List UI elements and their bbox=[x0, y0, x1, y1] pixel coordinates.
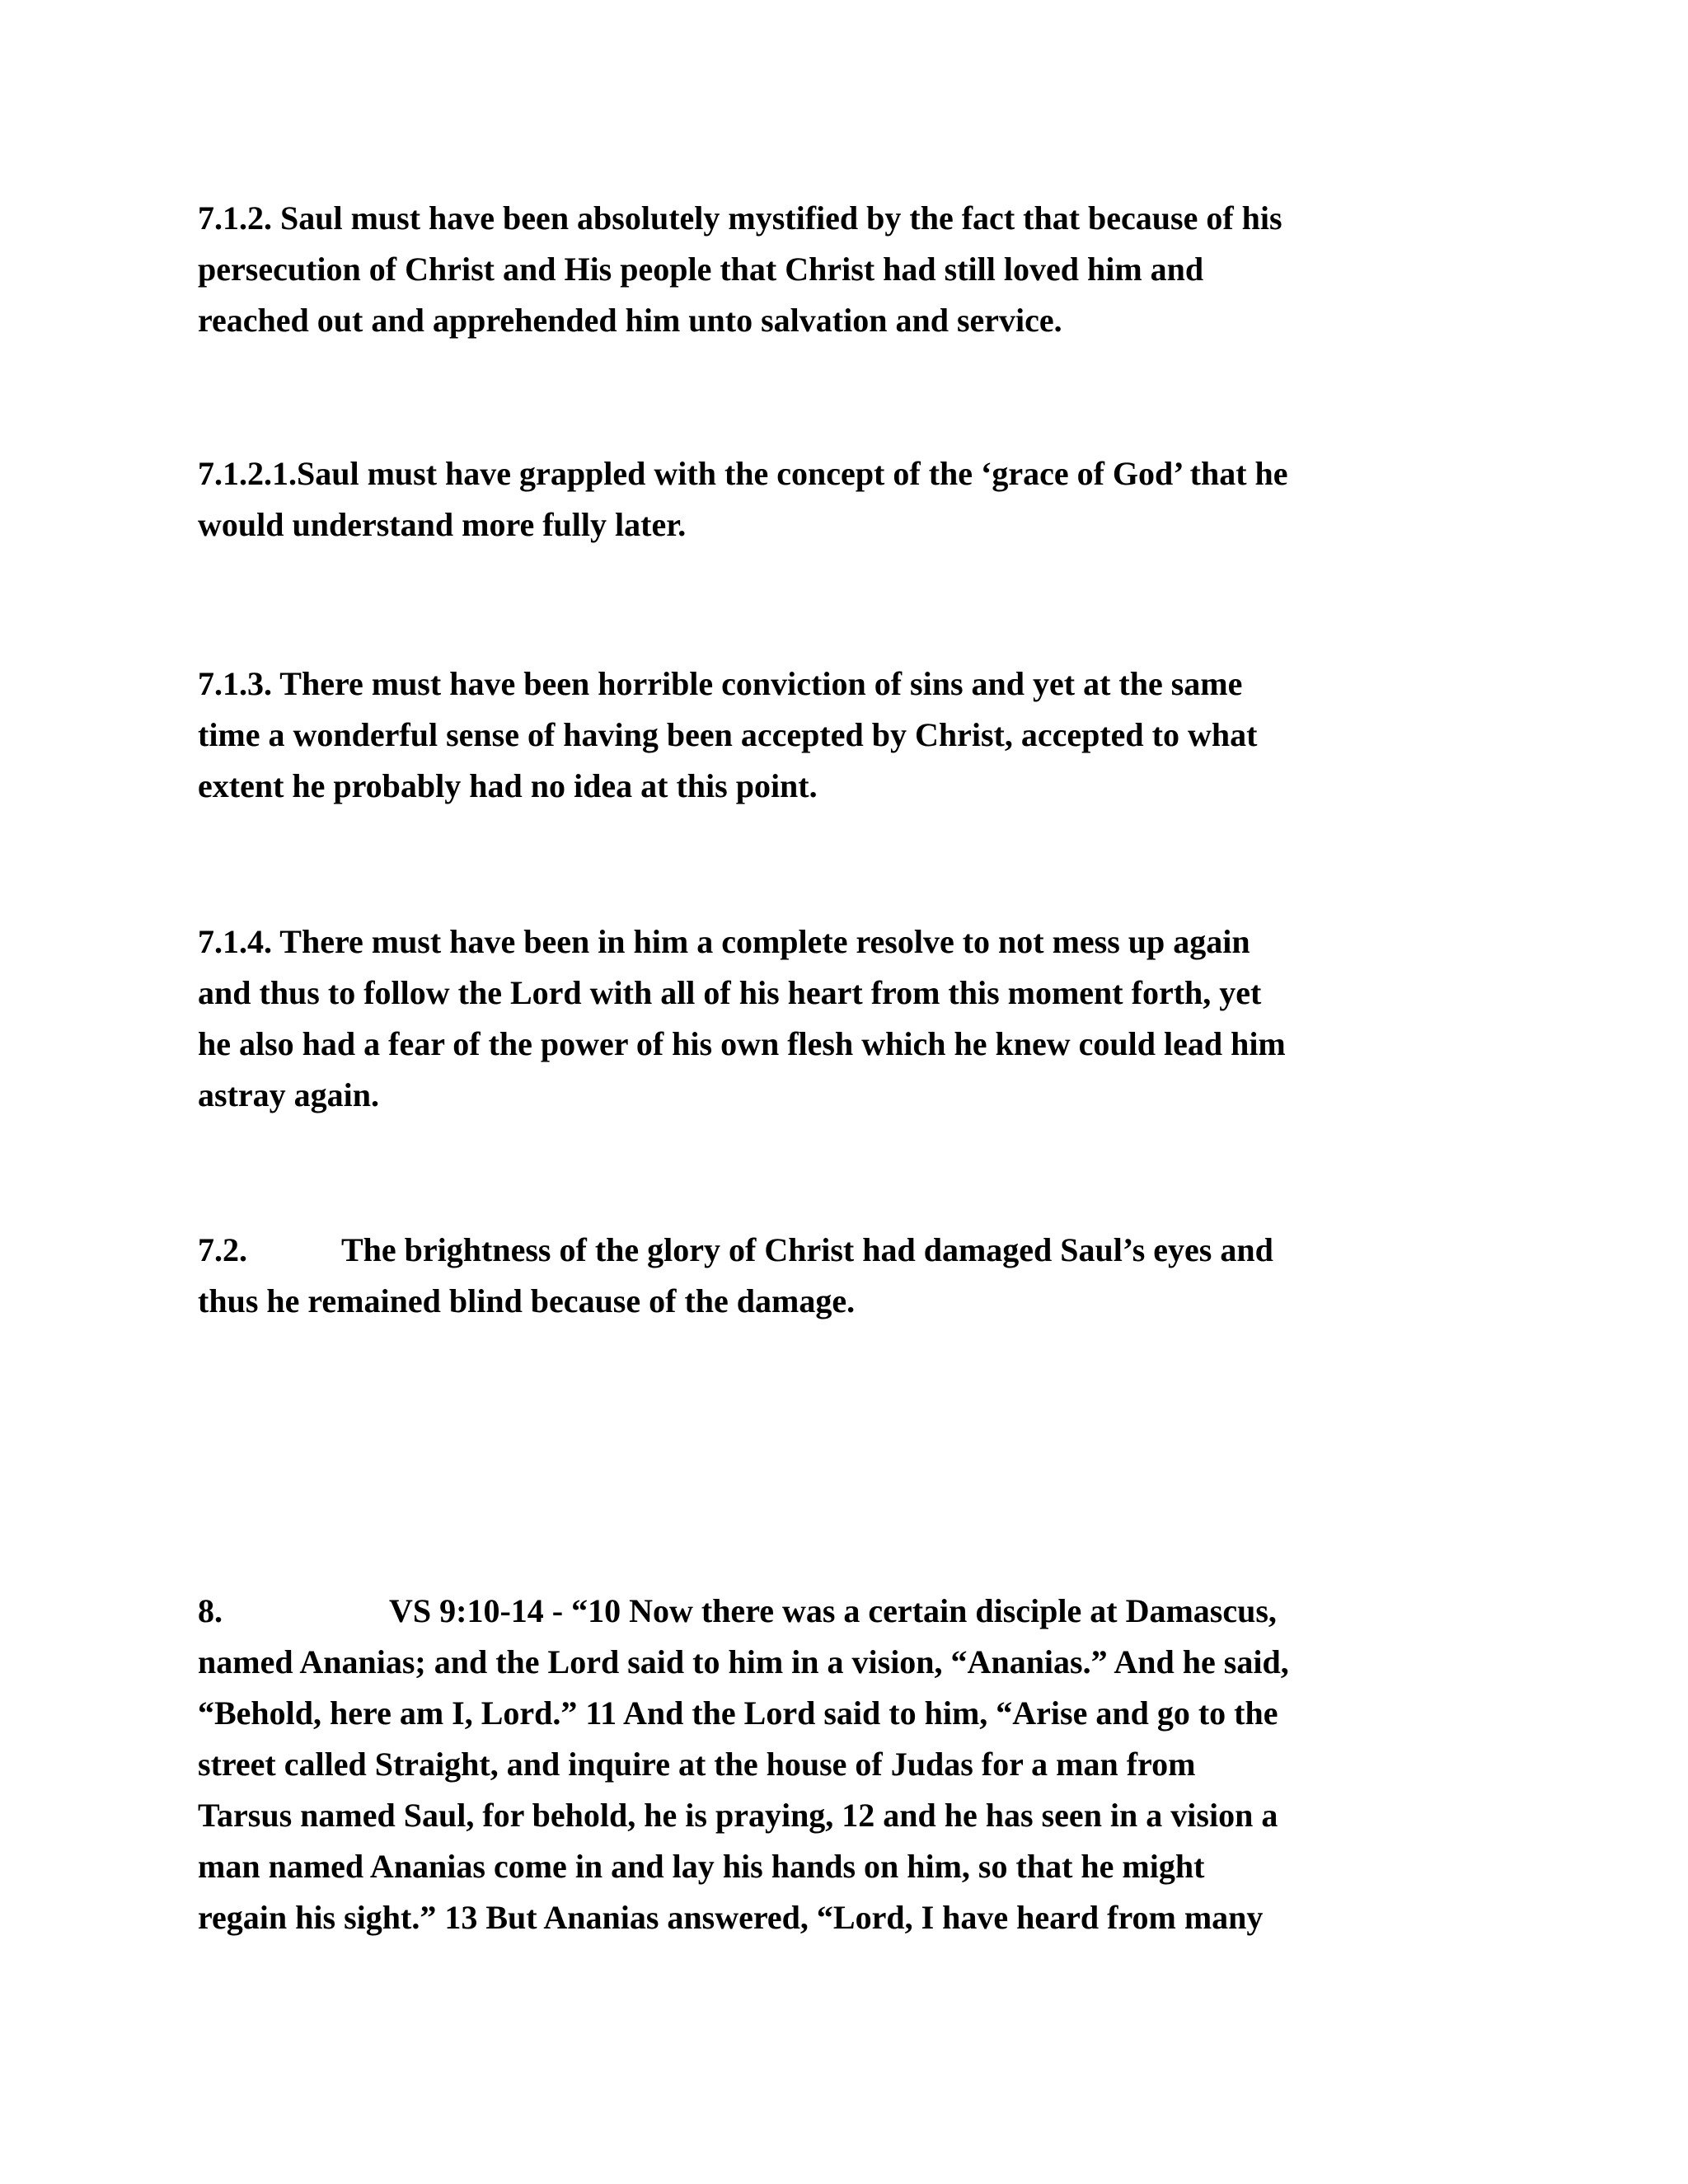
text-line: extent he probably had no idea at this point. bbox=[198, 767, 818, 804]
section-number: 8. bbox=[198, 1592, 223, 1629]
paragraph-7-2 bbox=[198, 1225, 1500, 1327]
text-line: and thus to follow the Lord with all of his heart from this moment forth, yet bbox=[198, 974, 1262, 1011]
paragraph-7-1-2 bbox=[198, 193, 1500, 346]
text-line: named Ananias; and the Lord said to him in a vision, “Ananias.” And he said, bbox=[198, 1643, 1289, 1680]
paragraph-7-1-3 bbox=[198, 658, 1500, 812]
text-line: street called Straight, and inquire at the house of Judas for a man from bbox=[198, 1746, 1196, 1783]
paragraph-8 bbox=[198, 1586, 1500, 1943]
text-line: thus he remained blind because of the damage. bbox=[198, 1282, 856, 1319]
text-line bbox=[198, 1225, 1500, 1276]
text-line: Tarsus named Saul, for behold, he is praying, 12 and he has seen in a vision a bbox=[198, 1797, 1278, 1834]
text-line: regain his sight.” 13 But Ananias answered, “Lord, I have heard from many bbox=[198, 1899, 1264, 1936]
section-number: 7.2. bbox=[198, 1231, 247, 1268]
text-line: reached out and apprehended him unto salvation and service. bbox=[198, 302, 1062, 339]
text-line bbox=[198, 1586, 1500, 1637]
text-line: would understand more fully later. bbox=[198, 506, 687, 543]
text-line: he also had a fear of the power of his own flesh which he knew could lead him bbox=[198, 1025, 1286, 1062]
text-line: 7.1.4. There must have been in him a complete resolve to not mess up again bbox=[198, 923, 1250, 960]
paragraph-7-1-4 bbox=[198, 916, 1500, 1121]
text-line: persecution of Christ and His people that Christ had still loved him and bbox=[198, 251, 1204, 288]
text-line: man named Ananias come in and lay his hands on him, so that he might bbox=[198, 1848, 1205, 1885]
text-line-rest: VS 9:10-14 - “10 Now there was a certain disciple at Damascus, bbox=[389, 1592, 1277, 1629]
text-line: time a wonderful sense of having been accepted by Christ, accepted to what bbox=[198, 716, 1258, 753]
text-line: “Behold, here am I, Lord.” 11 And the Lord said to him, “Arise and go to the bbox=[198, 1694, 1278, 1732]
text-line: 7.1.3. There must have been horrible conviction of sins and yet at the same bbox=[198, 665, 1243, 702]
paragraph-7-1-2-1 bbox=[198, 448, 1500, 551]
text-line-rest: The brightness of the glory of Christ had damaged Saul’s eyes and bbox=[341, 1231, 1273, 1268]
text-line: 7.1.2.1.Saul must have grappled with the concept of the ‘grace of God’ that he bbox=[198, 455, 1288, 492]
text-line: 7.1.2. Saul must have been absolutely mystified by the fact that because of his bbox=[198, 199, 1282, 237]
text-line: astray again. bbox=[198, 1076, 379, 1113]
